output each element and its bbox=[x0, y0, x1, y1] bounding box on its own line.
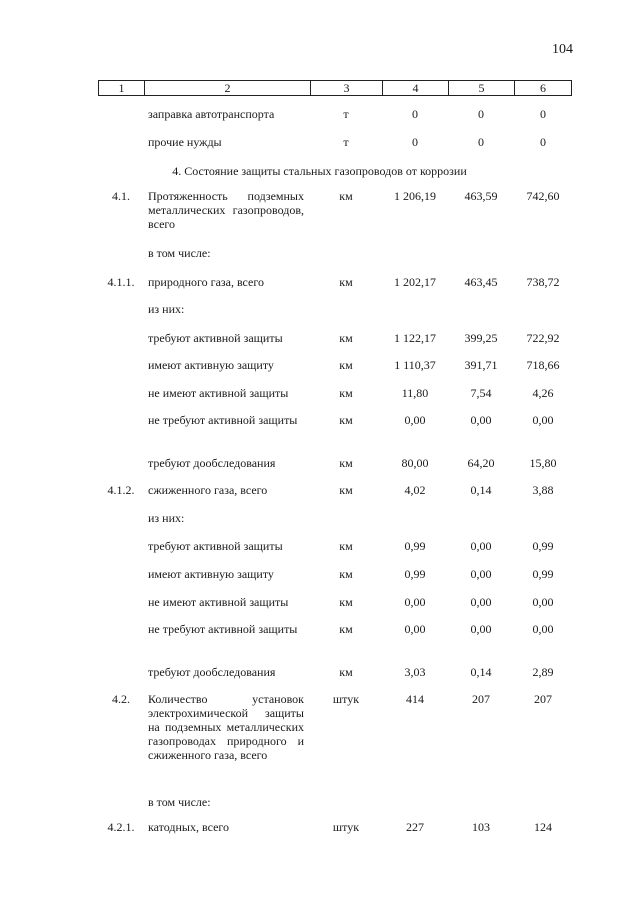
row-value-6: 742,60 bbox=[526, 189, 560, 203]
header-col-3: 3 bbox=[310, 81, 382, 95]
row-name: в том числе: bbox=[148, 795, 211, 809]
page-number: 104 bbox=[552, 42, 573, 57]
row-unit: км bbox=[339, 413, 353, 427]
row-unit: т bbox=[343, 107, 349, 121]
row-value-5: 0,00 bbox=[470, 413, 492, 427]
row-value-6: 718,66 bbox=[526, 358, 560, 372]
row-value-6: 0 bbox=[540, 107, 546, 121]
row-unit: км bbox=[339, 483, 353, 497]
row-number: 4.2. bbox=[112, 692, 130, 706]
row-name: заправка автотранспорта bbox=[148, 107, 275, 121]
row-name: имеют активную защиту bbox=[148, 358, 274, 372]
row-name: прочие нужды bbox=[148, 135, 222, 149]
row-unit: км bbox=[339, 358, 353, 372]
row-value-4: 1 122,17 bbox=[394, 331, 436, 345]
row-unit: км bbox=[339, 622, 353, 636]
row-name: не требуют активной защиты bbox=[148, 413, 298, 427]
row-value-6: 0,99 bbox=[532, 567, 554, 581]
header-col-4: 4 bbox=[382, 81, 448, 95]
row-value-6: 124 bbox=[534, 820, 552, 834]
row-value-4: 414 bbox=[406, 692, 424, 706]
row-value-5: 0,14 bbox=[470, 665, 492, 679]
row-value-5: 64,20 bbox=[467, 456, 495, 470]
row-name: сжиженного газа, всего bbox=[148, 483, 268, 497]
row-value-4: 4,02 bbox=[404, 483, 426, 497]
row-value-4: 1 110,37 bbox=[394, 358, 436, 372]
row-value-4: 0 bbox=[412, 107, 418, 121]
row-value-6: 738,72 bbox=[526, 275, 560, 289]
row-unit: км bbox=[339, 539, 353, 553]
row-unit: штук bbox=[332, 820, 360, 834]
row-name: природного газа, всего bbox=[148, 275, 264, 289]
row-value-4: 0,99 bbox=[404, 539, 426, 553]
row-value-5: 399,25 bbox=[464, 331, 498, 345]
row-name: Количество установок электрохимической защиты на подземных металлических газопроводах природного и сжиженного газа, всего bbox=[148, 692, 304, 762]
header-col-5: 5 bbox=[448, 81, 514, 95]
row-value-6: 0,00 bbox=[532, 622, 554, 636]
row-value-4: 0,00 bbox=[404, 413, 426, 427]
row-value-6: 207 bbox=[534, 692, 552, 706]
row-value-4: 3,03 bbox=[404, 665, 426, 679]
row-value-5: 0,00 bbox=[470, 622, 492, 636]
row-unit: км bbox=[339, 595, 353, 609]
row-value-5: 0,00 bbox=[470, 595, 492, 609]
row-value-5: 207 bbox=[472, 692, 490, 706]
row-value-5: 463,59 bbox=[464, 189, 498, 203]
header-col-1: 1 bbox=[98, 81, 144, 95]
row-unit: км bbox=[339, 275, 353, 289]
row-name: требуют активной защиты bbox=[148, 331, 283, 345]
row-name: не имеют активной защиты bbox=[148, 595, 289, 609]
row-unit: км bbox=[339, 567, 353, 581]
row-value-4: 0,00 bbox=[404, 622, 426, 636]
row-value-4: 0,00 bbox=[404, 595, 426, 609]
row-name: не требуют активной защиты bbox=[148, 622, 298, 636]
row-value-6: 722,92 bbox=[526, 331, 560, 345]
row-value-6: 2,89 bbox=[532, 665, 554, 679]
row-number: 4.1. bbox=[112, 189, 130, 203]
row-name: из них: bbox=[148, 511, 185, 525]
row-value-6: 0 bbox=[540, 135, 546, 149]
table-header bbox=[98, 80, 572, 96]
row-value-5: 0,00 bbox=[470, 539, 492, 553]
row-name: катодных, всего bbox=[148, 820, 230, 834]
row-number: 4.1.1. bbox=[107, 275, 135, 289]
row-value-5: 0,14 bbox=[470, 483, 492, 497]
row-unit: км bbox=[339, 189, 353, 203]
row-value-5: 7,54 bbox=[470, 386, 492, 400]
row-value-6: 0,99 bbox=[532, 539, 554, 553]
row-value-4: 11,80 bbox=[401, 386, 429, 400]
row-unit: км bbox=[339, 665, 353, 679]
row-name: не имеют активной защиты bbox=[148, 386, 289, 400]
row-value-4: 80,00 bbox=[401, 456, 429, 470]
row-value-5: 0 bbox=[478, 135, 484, 149]
row-name: из них: bbox=[148, 302, 185, 316]
row-unit: км bbox=[339, 331, 353, 345]
row-value-5: 0,00 bbox=[470, 567, 492, 581]
row-value-5: 391,71 bbox=[464, 358, 498, 372]
row-value-5: 103 bbox=[472, 820, 490, 834]
row-name: требуют дообследования bbox=[148, 456, 276, 470]
row-number: 4.1.2. bbox=[107, 483, 135, 497]
row-value-5: 0 bbox=[478, 107, 484, 121]
row-name: требуют дообследования bbox=[148, 665, 276, 679]
row-number: 4.2.1. bbox=[107, 820, 135, 834]
header-col-6: 6 bbox=[514, 81, 572, 95]
row-unit: т bbox=[343, 135, 349, 149]
row-unit: штук bbox=[332, 692, 360, 706]
section-title: 4. Состояние защиты стальных газопроводов от коррозии bbox=[172, 164, 467, 178]
row-value-6: 15,80 bbox=[529, 456, 557, 470]
header-col-2: 2 bbox=[144, 81, 310, 95]
row-name: в том числе: bbox=[148, 246, 211, 260]
row-unit: км bbox=[339, 456, 353, 470]
row-name: Протяженность подземных металлических газопроводов, всего bbox=[148, 189, 304, 231]
row-value-4: 0 bbox=[412, 135, 418, 149]
row-value-4: 227 bbox=[406, 820, 424, 834]
row-value-6: 0,00 bbox=[532, 413, 554, 427]
row-name: имеют активную защиту bbox=[148, 567, 274, 581]
row-value-4: 1 202,17 bbox=[394, 275, 436, 289]
row-value-4: 1 206,19 bbox=[394, 189, 436, 203]
row-value-4: 0,99 bbox=[404, 567, 426, 581]
row-unit: км bbox=[339, 386, 353, 400]
row-value-6: 0,00 bbox=[532, 595, 554, 609]
row-value-6: 4,26 bbox=[532, 386, 554, 400]
row-value-6: 3,88 bbox=[532, 483, 554, 497]
row-name: требуют активной защиты bbox=[148, 539, 283, 553]
row-value-5: 463,45 bbox=[464, 275, 498, 289]
